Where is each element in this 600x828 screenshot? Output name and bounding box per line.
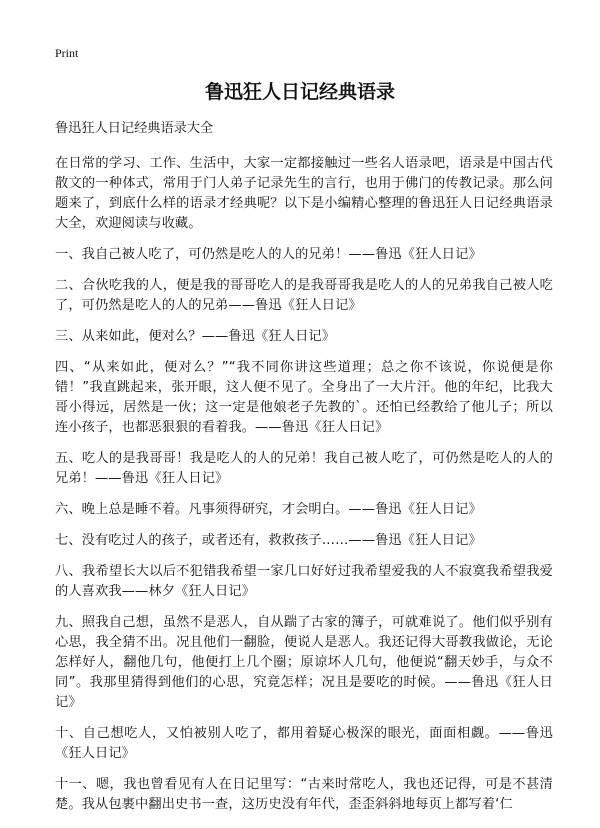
quote-9: 九、照我自己想，虽然不是恶人，自从踹了古家的簿子，可就难说了。他们似乎别有心思，我全猜不出。况且他们一翻脸，便说人是恶人。我还记得大哥教我做论，无论怎样好人，翻他几句，他便打上几个圈；原谅坏人几句，他便说“翻天妙手，与众不同”。我那里猜得到他们的心思，究竟怎样；况且是要吃的时候。——鲁迅《狂人日记》: [55, 615, 553, 710]
quote-8: 八、我希望长大以后不犯错我希望一家几口好好过我希望爱我的人不寂寞我希望我爱的人喜欢我——林夕《狂人日记》: [55, 564, 553, 599]
quote-4: 四、“从来如此，便对么？”“我不同你讲这些道理；总之你不该说，你说便是你错！”我直跳起来，张开眼，这人便不见了。全身出了一大片汗。他的年纪，比我大哥小得远，居然是一伙；这一定是他娘老子先教的`。还怕已经教给了他儿子；所以连小孩子，也都恶狠狠的看着我。——鲁迅《狂人日记》: [55, 360, 553, 435]
quote-3: 三、从来如此，便对么？——鲁迅《狂人日记》: [55, 329, 336, 344]
article-subtitle: 鲁迅狂人日记经典语录大全: [55, 121, 214, 136]
article-body: [55, 118, 553, 826]
print-link[interactable]: Print: [55, 46, 79, 60]
quote-1: 一、我自己被人吃了，可仍然是吃人的人的兄弟！——鲁迅《狂人日记》: [55, 247, 482, 262]
quote-5: 五、吃人的是我哥哥！我是吃人的人的兄弟！我自己被人吃了，可仍然是吃人的人的兄弟！——鲁迅《狂人日记》: [55, 451, 553, 486]
quote-2: 二、合伙吃我的人，便是我的哥哥吃人的是我哥哥我是吃人的人的兄弟我自己被人吃了，可仍然是吃人的人的兄弟——鲁迅《狂人日记》: [55, 278, 553, 313]
page-title: 鲁迅狂人日记经典语录: [204, 81, 395, 103]
quote-6: 六、晚上总是睡不着。凡事须得研究，才会明白。——鲁迅《狂人日记》: [55, 502, 482, 517]
intro-paragraph: 在日常的学习、工作、生活中，大家一定都接触过一些名人语录吧，语录是中国古代散文的一种体式，常用于门人弟子记录先生的言行，也用于佛门的传教记录。那么问题来了，到底什么样的语录才经典呢？以下是小编精心整理的鲁迅狂人日记经典语录大全，欢迎阅读与收藏。: [55, 156, 553, 231]
quote-10: 十、自己想吃人，又怕被别人吃了，都用着疑心极深的眼光，面面相觑。——鲁迅《狂人日记》: [55, 726, 553, 761]
quote-11: 十一、嗯，我也曾看见有人在日记里写：“古来时常吃人，我也还记得，可是不甚清楚。我从包裹中翻出史书一查，这历史没有年代，歪歪斜斜地每页上都写着‘仁: [55, 777, 553, 812]
quote-7: 七、没有吃过人的孩子，或者还有，救救孩子……——鲁迅《狂人日记》: [55, 533, 482, 548]
